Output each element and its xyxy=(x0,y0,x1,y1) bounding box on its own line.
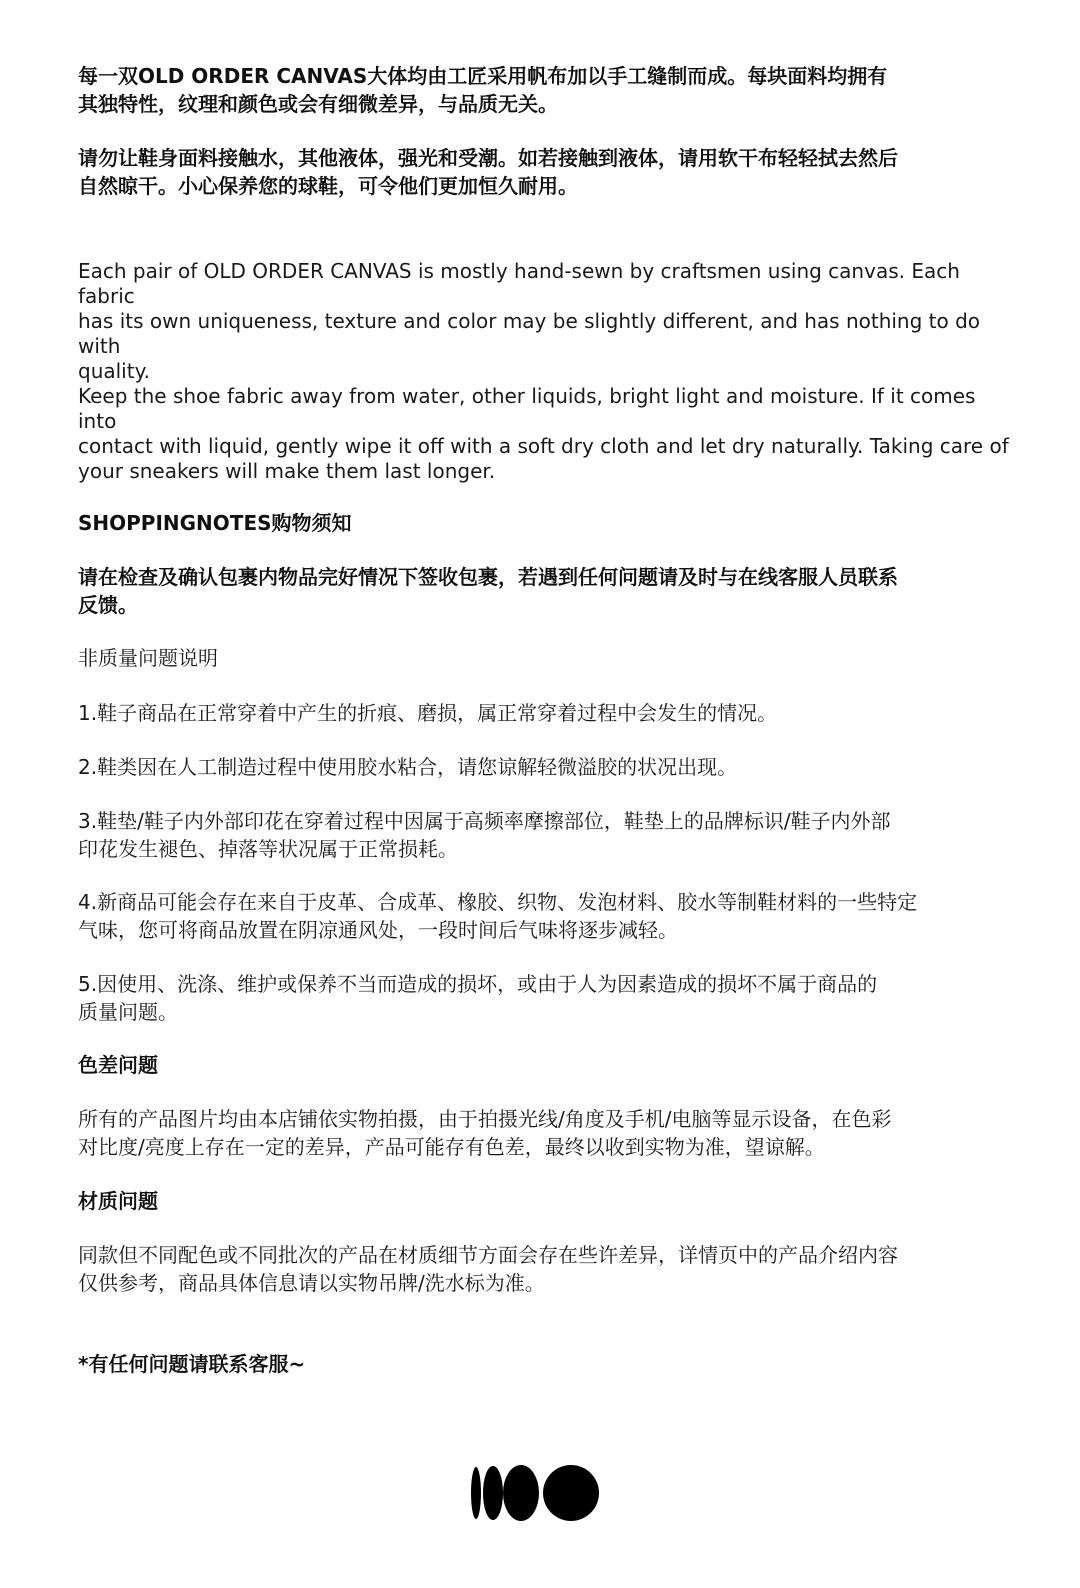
color-difference-title: 色差问题 xyxy=(78,1053,158,1077)
list-item: 3.鞋垫/鞋子内外部印花在穿着过程中因属于高频率摩擦部位，鞋垫上的品牌标识/鞋子内外部 印花发生褪色、掉落等状况属于正常损耗。 xyxy=(78,809,891,861)
list-item: 5.因使用、洗涤、维护或保养不当而造成的损坏，或由于人为因素造成的损坏不属于商品的 质量问题。 xyxy=(78,972,878,1024)
intro-en-paragraph-1: Each pair of OLD ORDER CANVAS is mostly hand-sewn by craftsmen using canvas. Each fabric has its own uniqueness, texture and color may be slightly different, and has nothing to do with quality. xyxy=(78,259,981,383)
intro-zh-paragraph-2: 请勿让鞋身面料接触水，其他液体，强光和受潮。如若接触到液体，请用软干布轻轻拭去然后 自然晾干。小心保养您的球鞋，可令他们更加恒久耐用。 xyxy=(78,146,898,198)
material-title: 材质问题 xyxy=(78,1189,158,1213)
list-item: 1.鞋子商品在正常穿着中产生的折痕、磨损，属正常穿着过程中会发生的情况。 xyxy=(78,701,778,725)
intro-zh-paragraph-1: 每一双OLD ORDER CANVAS大体均由工匠采用帆布加以手工缝制而成。每块面料均拥有 其独特性，纹理和颜色或会有细微差异，与品质无关。 xyxy=(78,64,888,116)
color-difference-text: 所有的产品图片均由本店铺依实物拍摄，由于拍摄光线/角度及手机/电脑等显示设备，在色彩 对比度/亮度上存在一定的差异，产品可能存有色差，最终以收到实物为准，望谅解。 xyxy=(78,1107,892,1159)
brand-logo-icon xyxy=(470,1465,602,1521)
contact-note: *有任何问题请联系客服~ xyxy=(78,1352,306,1376)
shopping-notes-lead: 请在检查及确认包裹内物品完好情况下签收包裹，若遇到任何问题请及时与在线客服人员联系 反馈。 xyxy=(78,565,898,617)
material-text: 同款但不同配色或不同批次的产品在材质细节方面会存在些许差异，详情页中的产品介绍内容 仅供参考，商品具体信息请以实物吊牌/洗水标为准。 xyxy=(78,1243,898,1295)
intro-en-paragraph-2: Keep the shoe fabric away from water, other liquids, bright light and moisture. If it comes into contact with liquid, gently wipe it off with a soft dry cloth and let dry naturally. Taking care of your sneakers will make them last longer. xyxy=(78,384,1009,483)
list-item: 2.鞋类因在人工制造过程中使用胶水粘合，请您谅解轻微溢胶的状况出现。 xyxy=(78,755,738,779)
list-item: 4.新商品可能会存在来自于皮革、合成革、橡胶、织物、发泡材料、胶水等制鞋材料的一些特定 气味，您可将商品放置在阴凉通风处，一段时间后气味将逐步减轻。 xyxy=(78,890,918,942)
shopping-notes-title: SHOPPINGNOTES购物须知 xyxy=(78,511,352,535)
non-quality-title: 非质量问题说明 xyxy=(78,646,218,670)
